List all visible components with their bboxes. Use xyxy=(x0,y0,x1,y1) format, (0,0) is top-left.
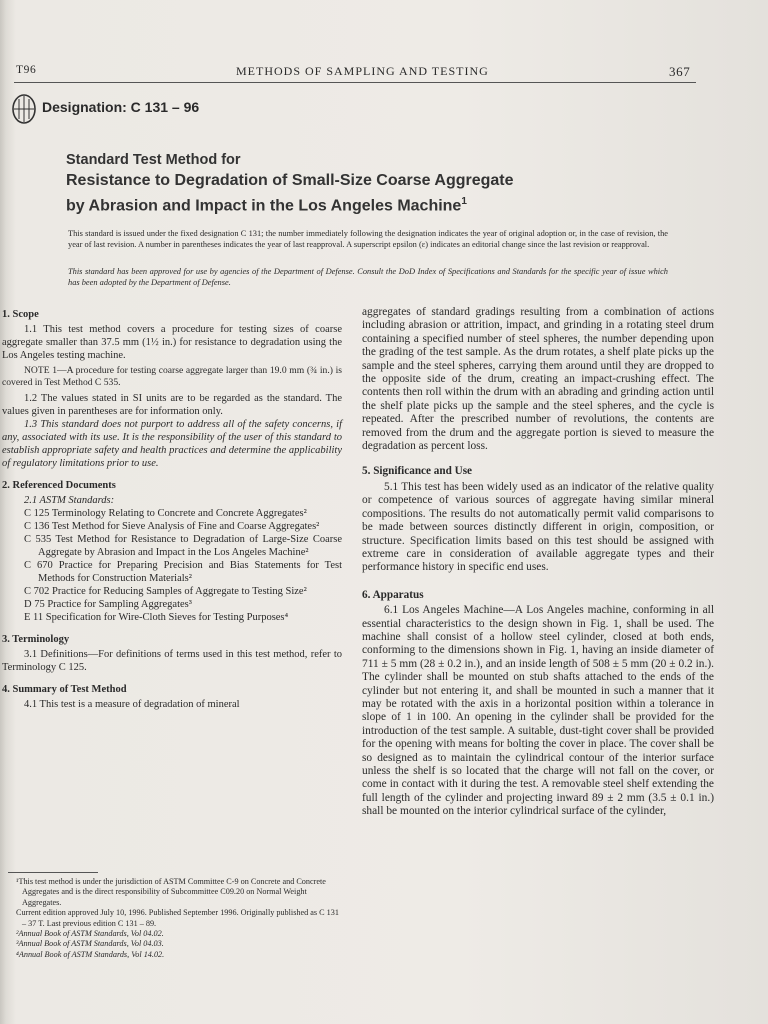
para-6-1: 6.1 Los Angeles Machine—A Los Angeles machine, conforming in all essential characteristics to the design shown in Fig. 1, shall be used. The machine shall consist of a hollow steel cylinder, closed at both ends, conforming to the dimensions shown in Fig. 1, having an inside diameter of 711 ± 5 mm (28 ± 0.2 in.), and an inside length of 508 ± 5 mm (20 ± 0.2 in.). The cylinder shall be mounted on stub shafts attached to the ends of the cylinder but not entering it, and shall be mounted in such a manner that it may be rotated with the axis in a horizontal position within a tolerance in slope of 1 in 100. An opening in the cylinder shall be provided for the introduction of the test sample. A suitable, dust-tight cover shall be provided for the opening with means for bolting the cover in place. The cover shall be so designed as to maintain the cylindrical contour of the interior surface unless the shelf is so located that the charge will not fall on the cover, or come in contact with it during the test. A removable steel shelf extending the full length of the cylinder and projecting inward 89 ± 2 mm (3.5 ± 0.1 in.) shall be mounted on the interior cylindrical surface of the cylinder, xyxy=(362,604,714,818)
title-line-2: Resistance to Degradation of Small-Size Coarse Aggregate xyxy=(66,172,514,189)
para-1-1: 1.1 This test method covers a procedure for testing sizes of coarse aggregate smaller than 37.5 mm (1½ in.) for resistance to degradation using the Los Angeles testing machine. xyxy=(2,324,342,361)
ref-c535: C 535 Test Method for Resistance to Degradation of Large-Size Coarse Aggregate by Abrasion and Impact in the Los Angeles Machine² xyxy=(24,533,342,558)
ref-e11: E 11 Specification for Wire-Cloth Sieves for Testing Purposes⁴ xyxy=(24,611,289,623)
title-footnote-mark: 1 xyxy=(461,196,467,207)
section-scope-heading: 1. Scope xyxy=(2,309,39,320)
footnote-4: ⁴Annual Book of ASTM Standards, Vol 14.02. xyxy=(16,949,165,959)
section-significance-heading: 5. Significance and Use xyxy=(362,465,473,478)
note-1: NOTE 1—A procedure for testing coarse aggregate larger than 19.0 mm (¾ in.) is covered in Test Method C 535. xyxy=(2,365,342,388)
document-title xyxy=(66,150,676,216)
footnotes xyxy=(0,877,342,960)
ref-c670: C 670 Practice for Preparing Precision and Bias Statements for Test Methods for Construction Materials² xyxy=(24,559,342,584)
footnote-3: ³Annual Book of ASTM Standards, Vol 04.03. xyxy=(16,939,164,949)
footnote-edition: Current edition approved July 10, 1996. Published September 1996. Originally published as C 131 – 37 T. Last previous edition C 131 – 89. xyxy=(16,908,339,928)
right-column xyxy=(362,306,714,819)
para-3-1: 3.1 Definitions—For definitions of terms used in this test method, refer to Terminology C 125. xyxy=(2,648,342,673)
page-number: 367 xyxy=(669,64,691,79)
footnote-1: ¹This test method is under the jurisdiction of ASTM Committee C-9 on Concrete and Concrete Aggregates and is the direct responsibility of Subcommittee C09.20 on Normal Weight Aggregates. xyxy=(16,877,326,907)
header-rule xyxy=(14,82,696,83)
section-referenced-documents-heading: 2. Referenced Documents xyxy=(2,479,116,491)
dod-note: This standard has been approved for use by agencies of the Department of Defense. Consult the DoD Index of Specifications and Standards for the specific year of issue which has been adopted by the Department of Defense. xyxy=(68,267,668,287)
header-title: METHODS OF SAMPLING AND TESTING xyxy=(236,64,489,78)
para-4-1: 4.1 This test is a measure of degradation of mineral xyxy=(24,698,240,710)
ref-c136: C 136 Test Method for Sieve Analysis of Fine and Coarse Aggregates² xyxy=(24,520,320,532)
section-terminology-heading: 3. Terminology xyxy=(2,633,70,645)
para-5-1: 5.1 This test has been widely used as an indicator of the relative quality or competence of various sources of aggregate having similar mineral compositions. The results do not automatically permit valid comparisons to be made between sources distinctly different in origin, composition, or structure. Specification limits based on this test should be assigned with extreme care in consideration of available aggregate types and their performance history in specific end uses. xyxy=(362,480,714,574)
para-1-2: 1.2 The values stated in SI units are to be regarded as the standard. The values given in parentheses are for information only. xyxy=(2,392,342,417)
title-line-1: Standard Test Method for xyxy=(66,152,241,168)
footnote-2: ²Annual Book of ASTM Standards, Vol 04.02. xyxy=(16,929,164,939)
section-apparatus-heading: 6. Apparatus xyxy=(362,588,424,601)
astm-logo-icon xyxy=(12,94,36,124)
astm-standards-heading: 2.1 ASTM Standards: xyxy=(24,494,115,506)
running-header xyxy=(16,64,696,80)
para-4-1-continued: aggregates of standard gradings resulting from a combination of actions including abrasion or attrition, impact, and grinding in a rotating steel drum containing a specified number of steel spheres, the number depending upon the grading of the test sample. As the drum rotates, a shelf plate picks up the sample and the steel spheres, carrying them around until they are dropped to the opposite side of the drum, creating an impact-crushing effect. The contents then roll within the drum with an abrading and grinding action until the shelf plate picks up the sample and the steel spheres, and the cycle is repeated. After the prescribed number of revolutions, the contents are removed from the drum and the aggregate portion is sieved to measure the degradation as percent loss. xyxy=(362,306,714,453)
title-line-3 xyxy=(66,191,676,216)
ref-c125: C 125 Terminology Relating to Concrete and Concrete Aggregates² xyxy=(24,507,307,519)
ref-c702: C 702 Practice for Reducing Samples of Aggregate to Testing Size² xyxy=(24,585,307,597)
para-1-3: 1.3 This standard does not purport to address all of the safety concerns, if any, associated with its use. It is the responsibility of the user of this standard to establish appropriate safety and health practices and determine the applicability of regulatory limitations prior to use. xyxy=(2,418,342,469)
designation: Designation: C 131 – 96 xyxy=(42,99,200,115)
ref-d75: D 75 Practice for Sampling Aggregates³ xyxy=(24,598,192,610)
header-code: T96 xyxy=(16,64,37,76)
left-column xyxy=(0,308,342,711)
issue-note: This standard is issued under the fixed designation C 131; the number immediately following the designation indicates the year of original adoption or, in the case of revision, the year of last revision. A number in parentheses indicates the year of last reapproval. A superscript epsilon (ε) indicates an editorial change since the last revision or reapproval. xyxy=(68,229,668,249)
section-summary-heading: 4. Summary of Test Method xyxy=(2,683,127,695)
title-line-3-text: by Abrasion and Impact in the Los Angeles Machine xyxy=(66,197,462,215)
footnote-rule xyxy=(8,872,98,873)
